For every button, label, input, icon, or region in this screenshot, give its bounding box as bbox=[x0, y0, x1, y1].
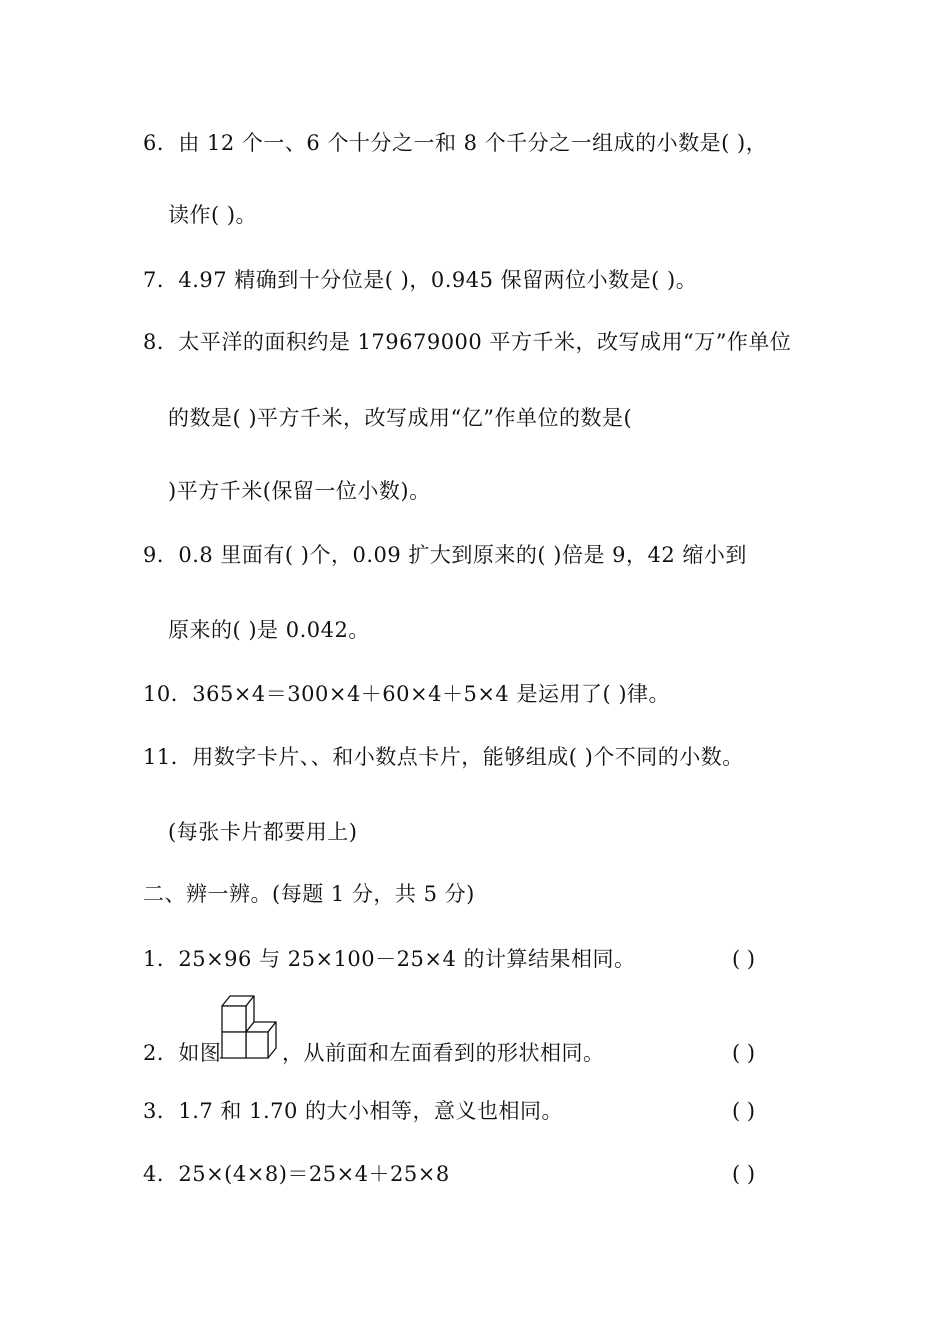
judge-item-1-answer: ( ) bbox=[732, 947, 756, 971]
q10-line1: 10．365×4＝300×4＋60×4＋5×4 是运用了( )律。 bbox=[143, 682, 671, 706]
q9-line1: 9．0.8 里面有( )个，0.09 扩大到原来的( )倍是 9，42 缩小到 bbox=[143, 543, 747, 567]
judge-item-2-answer: ( ) bbox=[732, 1041, 756, 1065]
stacked-cubes-figure bbox=[220, 994, 282, 1060]
judge-item-3-text: 3．1.7 和 1.70 的大小相等，意义也相同。 bbox=[143, 1099, 564, 1123]
q6-line2: 读作( )。 bbox=[168, 203, 258, 227]
judge-item-3-answer: ( ) bbox=[732, 1099, 756, 1123]
q8-line2: 的数是( )平方千米，改写成用“亿”作单位的数是( bbox=[168, 406, 633, 430]
judge-item-1-text: 1．25×96 与 25×100－25×4 的计算结果相同。 bbox=[143, 947, 636, 971]
judge-item-4-answer: ( ) bbox=[732, 1162, 756, 1186]
q8-line1: 8．太平洋的面积约是 179679000 平方千米，改写成用“万”作单位 bbox=[143, 330, 792, 354]
judge-item-2-text-before: 2．如图 bbox=[143, 1041, 222, 1065]
q7-line1: 7．4.97 精确到十分位是( )，0.945 保留两位小数是( )。 bbox=[143, 268, 698, 292]
q9-line2: 原来的( )是 0.042。 bbox=[168, 618, 370, 642]
q11-line2: (每张卡片都要用上) bbox=[168, 820, 358, 844]
judge-item-2-text-after: ，从前面和左面看到的形状相同。 bbox=[282, 1041, 605, 1065]
q6-line1: 6．由 12 个一、6 个十分之一和 8 个千分之一组成的小数是( )， bbox=[143, 131, 768, 155]
q11-line1: 11．用数字卡片、、和小数点卡片，能够组成( )个不同的小数。 bbox=[143, 745, 744, 769]
q8-line3: )平方千米(保留一位小数)。 bbox=[168, 479, 431, 503]
judge-item-4-text: 4．25×(4×8)＝25×4＋25×8 bbox=[143, 1162, 450, 1186]
section2-heading: 二、辨一辨。(每题 1 分，共 5 分) bbox=[143, 882, 475, 906]
